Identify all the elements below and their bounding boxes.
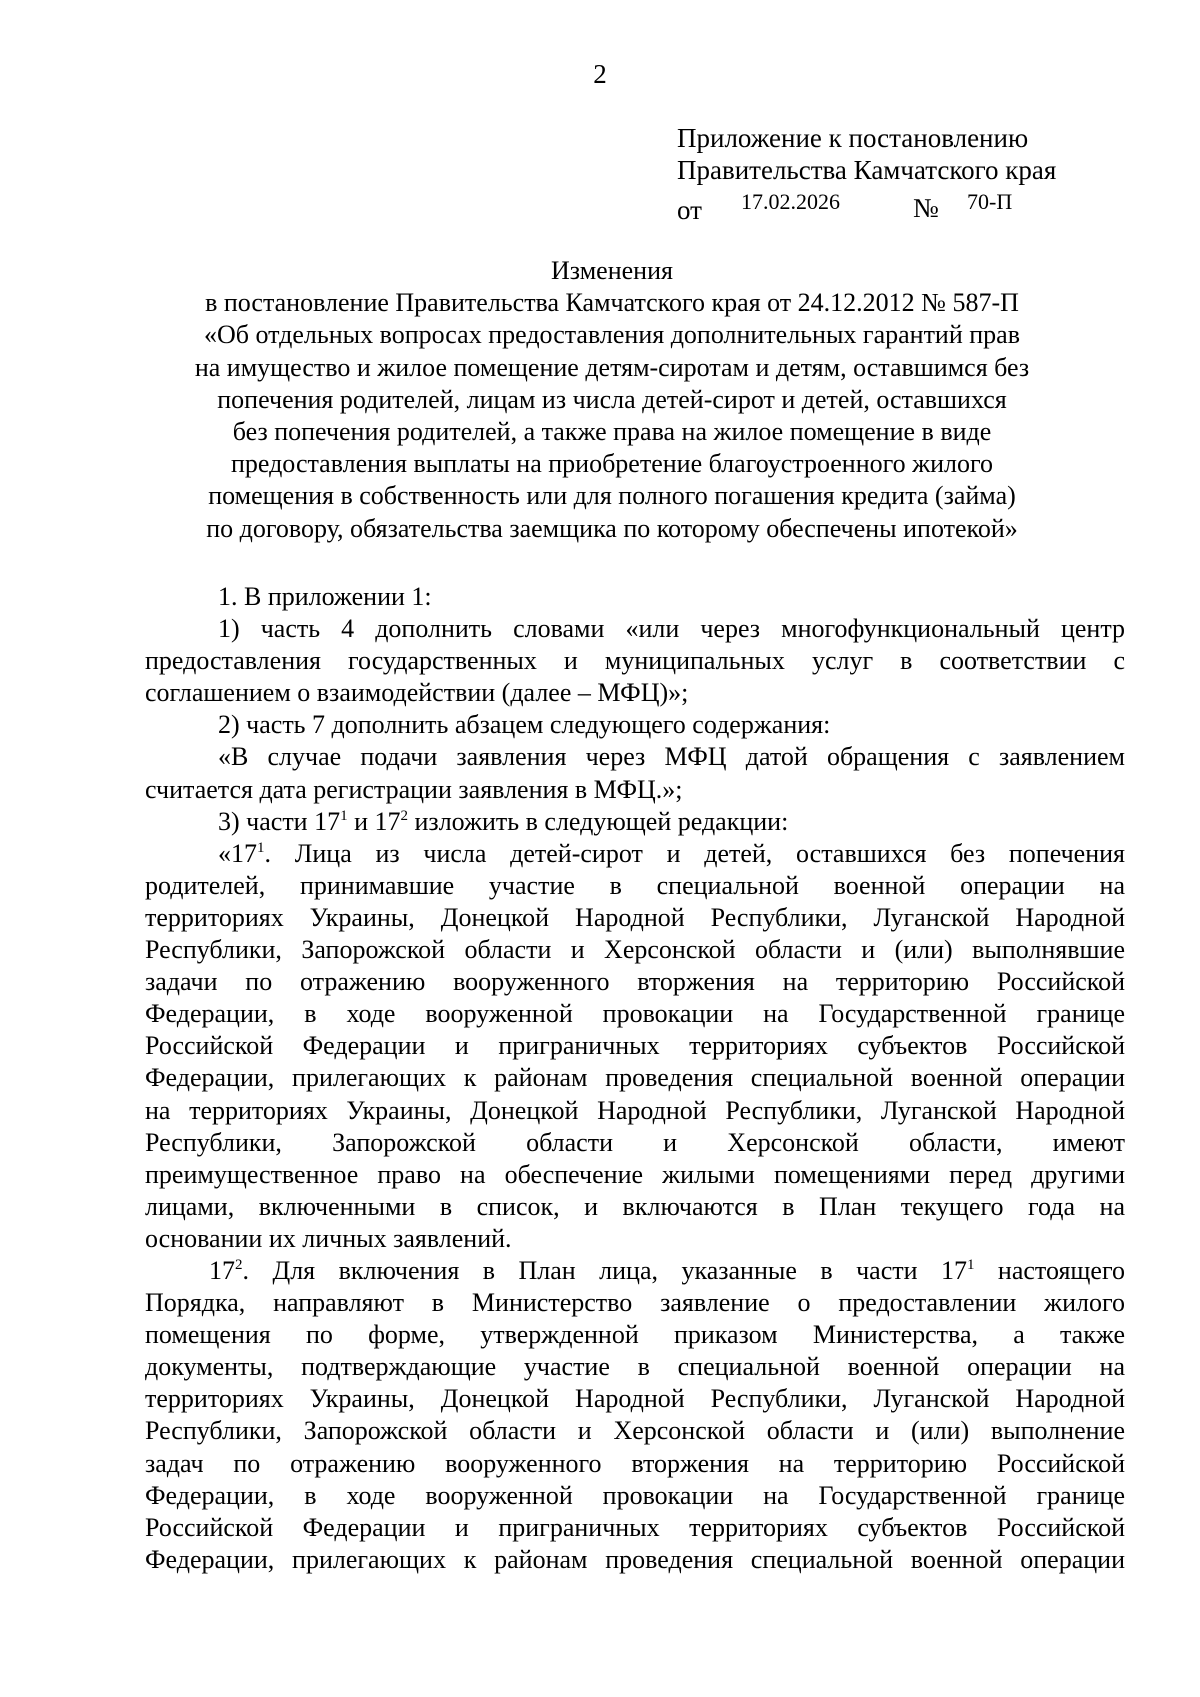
section-17-1-first-text: . Лица из числа детей-сирот и детей, оставшихся без попечения: [264, 838, 1125, 868]
section-17-1-line: территориях Украины, Донецкой Народной Республики, Луганской Народной: [145, 902, 1125, 932]
section-17-1-line: преимущественное право на обеспечение жилыми помещениями перед другими: [145, 1159, 1125, 1189]
item-1-line: предоставления государственных и муниципальных услуг в соответствии с: [145, 646, 1125, 676]
section-17-2-first-text-a: . Для включения в План лица, указанные в части 17: [242, 1255, 967, 1285]
appendix-line-2: Правительства Камчатского края: [677, 155, 1057, 185]
appendix-number: 70-П: [967, 189, 1013, 214]
section-17-1-first-line: [145, 838, 1125, 870]
item-3-text-b: и 17: [347, 806, 401, 836]
title-line: без попечения родителей, а также права на жилое помещение в виде: [232, 417, 992, 447]
section-17-2-first-text-b: настоящего: [974, 1255, 1125, 1285]
section-17-1-line: родителей, принимавшие участие в специальной военной операции на: [145, 870, 1125, 900]
section-17-1-line: на территориях Украины, Донецкой Народной Республики, Луганской Народной: [145, 1095, 1125, 1125]
title-line: в постановление Правительства Камчатского края от 24.12.2012 № 587-П: [205, 288, 1019, 318]
section-17-2-first-line: [145, 1255, 1125, 1287]
page-number: 2: [593, 59, 607, 89]
item-2-quote-line: «В случае подачи заявления через МФЦ датой обращения с заявлением: [218, 742, 1125, 772]
item-1-line: соглашением о взаимодействии (далее – МФЦ)»;: [145, 678, 689, 708]
title-line: помещения в собственность или для полного погашения кредита (займа): [208, 481, 1016, 511]
section-17-2-prefix: 17: [209, 1255, 235, 1285]
section-17-1-line: Федерации, прилегающих к районам проведения специальной военной операции: [145, 1063, 1125, 1093]
appendix-date-row: [677, 186, 1147, 225]
title-line: предоставления выплаты на приобретение благоустроенного жилого: [230, 449, 994, 479]
item-3-line: [145, 806, 1125, 838]
section-17-2-sup: 2: [235, 1256, 243, 1273]
item-3-sup-1: 1: [340, 807, 348, 824]
title-heading: Изменения: [551, 256, 673, 285]
section-17-1-line: задачи по отражению вооруженного вторжения на территорию Российской: [145, 967, 1125, 997]
section-17-2-line: документы, подтверждающие участие в специальной военной операции на: [145, 1352, 1125, 1382]
section-17-2-line: Федерации, в ходе вооруженной провокации на Государственной границе: [145, 1480, 1125, 1510]
section-17-1-line: Республики, Запорожской области и Херсонской области, имеют: [145, 1127, 1125, 1157]
section-17-2-line: помещения по форме, утвержденной приказом Министерства, а также: [145, 1320, 1125, 1350]
title-line: по договору, обязательства заемщика по которому обеспечены ипотекой»: [206, 513, 1018, 543]
document-body: [145, 581, 1125, 1576]
section-17-1-prefix: «17: [218, 838, 257, 868]
section-17-2-line: Российской Федерации и приграничных территориях субъектов Российской: [145, 1512, 1125, 1542]
item-2-quote-line: считается дата регистрации заявления в МФЦ.»;: [145, 774, 683, 804]
section-17-2-ref-sup: 1: [966, 1256, 975, 1273]
section-17-1-last-line: основании их личных заявлений.: [145, 1223, 512, 1253]
title-line: попечения родителей, лицам из числа детей-сирот и детей, оставшихся: [217, 384, 1007, 414]
item-3-sup-2: 2: [400, 807, 409, 824]
section-17-1-line: лицами, включенными в список, и включаются в План текущего года на: [145, 1191, 1125, 1221]
section-17-1-line: Российской Федерации и приграничных территориях субъектов Российской: [145, 1031, 1125, 1061]
document-title: [130, 255, 1094, 545]
section-17-2-line: территориях Украины, Донецкой Народной Республики, Луганской Народной: [145, 1384, 1125, 1414]
appendix-header: [677, 122, 1147, 225]
paragraph-1-heading: 1. В приложении 1:: [218, 582, 432, 611]
section-17-1-sup: 1: [257, 839, 265, 856]
section-17-1-line: Федерации, в ходе вооруженной провокации на Государственной границе: [145, 999, 1125, 1029]
section-17-1-line: Республики, Запорожской области и Херсонской области и (или) выполнявшие: [145, 935, 1125, 965]
section-17-2-line: Федерации, прилегающих к районам проведения специальной военной операции: [145, 1544, 1125, 1574]
section-17-2-line: задач по отражению вооруженного вторжения на территорию Российской: [145, 1448, 1125, 1478]
appendix-ot-label: от: [677, 195, 702, 225]
section-17-2-line: Республики, Запорожской области и Херсонской области и (или) выполнение: [145, 1416, 1125, 1446]
appendix-number-sign: №: [913, 193, 939, 223]
item-3-text-c: изложить в следующей редакции:: [408, 806, 789, 836]
item-1-line: 1) часть 4 дополнить словами «или через многофункциональный центр: [218, 614, 1125, 644]
title-line: «Об отдельных вопросах предоставления дополнительных гарантий прав: [203, 320, 1020, 350]
item-2-line: 2) часть 7 дополнить абзацем следующего содержания:: [218, 710, 831, 740]
appendix-date: 17.02.2026: [741, 189, 840, 214]
item-3-text-a: 3) части 17: [218, 806, 341, 836]
section-17-2-line: Порядка, направляют в Министерство заявление о предоставлении жилого: [145, 1288, 1125, 1318]
appendix-line-1: Приложение к постановлению: [677, 123, 1029, 153]
title-line: на имущество и жилое помещение детям-сиротам и детям, оставшимся без: [194, 352, 1030, 382]
